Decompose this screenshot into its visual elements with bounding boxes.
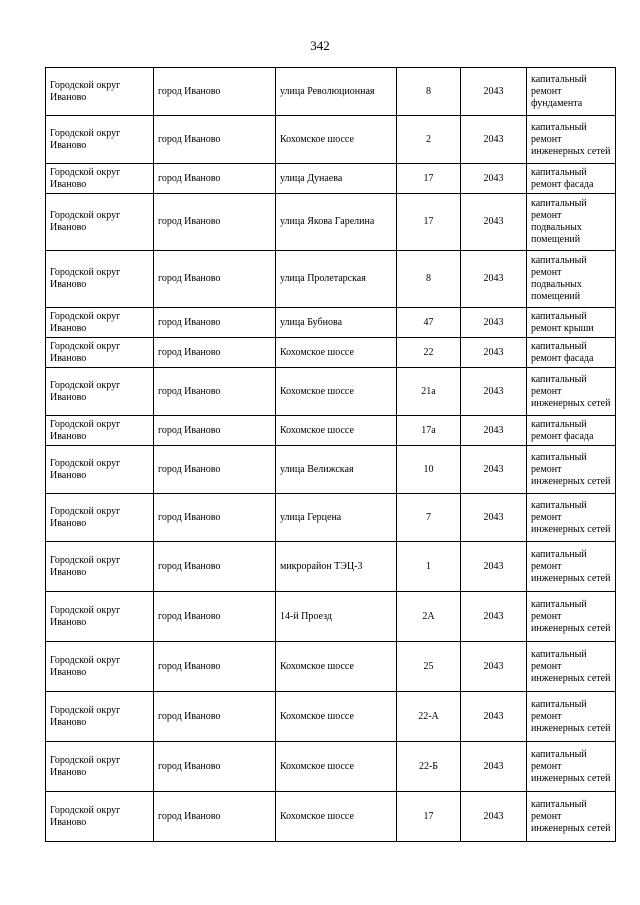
cell-year: 2043 xyxy=(461,446,527,494)
table-row xyxy=(46,792,616,842)
cell-okrug: Городской округ Иваново xyxy=(46,308,154,338)
cell-year: 2043 xyxy=(461,742,527,792)
cell-work-type: капитальный ремонт фасада xyxy=(527,164,616,194)
cell-city: город Иваново xyxy=(154,338,276,368)
cell-okrug: Городской округ Иваново xyxy=(46,742,154,792)
cell-city: город Иваново xyxy=(154,592,276,642)
cell-house-number: 10 xyxy=(397,446,461,494)
cell-okrug: Городской округ Иваново xyxy=(46,446,154,494)
cell-year: 2043 xyxy=(461,338,527,368)
table-row xyxy=(46,446,616,494)
cell-house-number: 2А xyxy=(397,592,461,642)
cell-city: город Иваново xyxy=(154,494,276,542)
cell-house-number: 22-Б xyxy=(397,742,461,792)
cell-street: Кохомское шоссе xyxy=(276,742,397,792)
cell-house-number: 17 xyxy=(397,164,461,194)
cell-house-number: 17а xyxy=(397,416,461,446)
cell-street: Кохомское шоссе xyxy=(276,792,397,842)
cell-street: улица Велижская xyxy=(276,446,397,494)
cell-okrug: Городской округ Иваново xyxy=(46,338,154,368)
cell-work-type: капитальный ремонт инженерных сетей xyxy=(527,692,616,742)
cell-okrug: Городской округ Иваново xyxy=(46,692,154,742)
cell-street: улица Дунаева xyxy=(276,164,397,194)
cell-year: 2043 xyxy=(461,416,527,446)
cell-year: 2043 xyxy=(461,251,527,308)
cell-okrug: Городской округ Иваново xyxy=(46,251,154,308)
cell-okrug: Городской округ Иваново xyxy=(46,792,154,842)
cell-street: Кохомское шоссе xyxy=(276,416,397,446)
table-row xyxy=(46,416,616,446)
table-row xyxy=(46,692,616,742)
cell-okrug: Городской округ Иваново xyxy=(46,116,154,164)
cell-city: город Иваново xyxy=(154,792,276,842)
cell-okrug: Городской округ Иваново xyxy=(46,368,154,416)
cell-year: 2043 xyxy=(461,68,527,116)
cell-city: город Иваново xyxy=(154,194,276,251)
cell-house-number: 17 xyxy=(397,194,461,251)
cell-house-number: 25 xyxy=(397,642,461,692)
cell-city: город Иваново xyxy=(154,542,276,592)
table-row xyxy=(46,494,616,542)
cell-work-type: капитальный ремонт подвальных помещений xyxy=(527,194,616,251)
cell-okrug: Городской округ Иваново xyxy=(46,68,154,116)
cell-work-type: капитальный ремонт инженерных сетей xyxy=(527,542,616,592)
cell-okrug: Городской округ Иваново xyxy=(46,592,154,642)
cell-city: город Иваново xyxy=(154,116,276,164)
cell-street: Кохомское шоссе xyxy=(276,642,397,692)
cell-year: 2043 xyxy=(461,164,527,194)
cell-house-number: 22 xyxy=(397,338,461,368)
cell-street: улица Бубнова xyxy=(276,308,397,338)
cell-street: Кохомское шоссе xyxy=(276,692,397,742)
cell-year: 2043 xyxy=(461,542,527,592)
cell-city: город Иваново xyxy=(154,692,276,742)
cell-work-type: капитальный ремонт крыши xyxy=(527,308,616,338)
cell-street: микрорайон ТЭЦ-3 xyxy=(276,542,397,592)
cell-work-type: капитальный ремонт инженерных сетей xyxy=(527,368,616,416)
cell-work-type: капитальный ремонт подвальных помещений xyxy=(527,251,616,308)
cell-year: 2043 xyxy=(461,116,527,164)
cell-street: Кохомское шоссе xyxy=(276,338,397,368)
cell-year: 2043 xyxy=(461,368,527,416)
cell-city: город Иваново xyxy=(154,742,276,792)
cell-okrug: Городской округ Иваново xyxy=(46,194,154,251)
page-number: 342 xyxy=(310,38,330,53)
cell-work-type: капитальный ремонт фундамента xyxy=(527,68,616,116)
table-row xyxy=(46,194,616,251)
cell-city: город Иваново xyxy=(154,446,276,494)
cell-street: улица Революционная xyxy=(276,68,397,116)
table-row xyxy=(46,542,616,592)
cell-year: 2043 xyxy=(461,692,527,742)
cell-year: 2043 xyxy=(461,194,527,251)
cell-house-number: 7 xyxy=(397,494,461,542)
cell-year: 2043 xyxy=(461,308,527,338)
table-row xyxy=(46,164,616,194)
cell-okrug: Городской округ Иваново xyxy=(46,642,154,692)
cell-house-number: 1 xyxy=(397,542,461,592)
table-row xyxy=(46,116,616,164)
cell-okrug: Городской округ Иваново xyxy=(46,164,154,194)
table-row xyxy=(46,592,616,642)
cell-work-type: капитальный ремонт инженерных сетей xyxy=(527,116,616,164)
cell-house-number: 8 xyxy=(397,68,461,116)
cell-street: 14-й Проезд xyxy=(276,592,397,642)
cell-street: улица Герцена xyxy=(276,494,397,542)
cell-work-type: капитальный ремонт инженерных сетей xyxy=(527,446,616,494)
cell-house-number: 8 xyxy=(397,251,461,308)
table-row xyxy=(46,742,616,792)
table-row xyxy=(46,308,616,338)
cell-year: 2043 xyxy=(461,642,527,692)
cell-work-type: капитальный ремонт инженерных сетей xyxy=(527,742,616,792)
repair-registry-table xyxy=(45,67,616,842)
cell-city: город Иваново xyxy=(154,416,276,446)
cell-okrug: Городской округ Иваново xyxy=(46,416,154,446)
cell-year: 2043 xyxy=(461,494,527,542)
cell-year: 2043 xyxy=(461,792,527,842)
cell-city: город Иваново xyxy=(154,251,276,308)
table-row xyxy=(46,338,616,368)
cell-city: город Иваново xyxy=(154,164,276,194)
table-row xyxy=(46,251,616,308)
cell-street: Кохомское шоссе xyxy=(276,116,397,164)
cell-house-number: 2 xyxy=(397,116,461,164)
cell-street: улица Пролетарская xyxy=(276,251,397,308)
cell-okrug: Городской округ Иваново xyxy=(46,542,154,592)
cell-work-type: капитальный ремонт инженерных сетей xyxy=(527,592,616,642)
cell-city: город Иваново xyxy=(154,308,276,338)
table-row xyxy=(46,642,616,692)
table-row xyxy=(46,368,616,416)
cell-street: улица Якова Гарелина xyxy=(276,194,397,251)
cell-house-number: 47 xyxy=(397,308,461,338)
cell-city: город Иваново xyxy=(154,68,276,116)
cell-year: 2043 xyxy=(461,592,527,642)
cell-city: город Иваново xyxy=(154,368,276,416)
cell-work-type: капитальный ремонт инженерных сетей xyxy=(527,494,616,542)
cell-house-number: 17 xyxy=(397,792,461,842)
cell-work-type: капитальный ремонт инженерных сетей xyxy=(527,792,616,842)
cell-street: Кохомское шоссе xyxy=(276,368,397,416)
cell-work-type: капитальный ремонт фасада xyxy=(527,338,616,368)
cell-okrug: Городской округ Иваново xyxy=(46,494,154,542)
cell-house-number: 21а xyxy=(397,368,461,416)
cell-work-type: капитальный ремонт фасада xyxy=(527,416,616,446)
table-body xyxy=(46,68,616,842)
table-row xyxy=(46,68,616,116)
cell-house-number: 22-А xyxy=(397,692,461,742)
cell-city: город Иваново xyxy=(154,642,276,692)
cell-work-type: капитальный ремонт инженерных сетей xyxy=(527,642,616,692)
